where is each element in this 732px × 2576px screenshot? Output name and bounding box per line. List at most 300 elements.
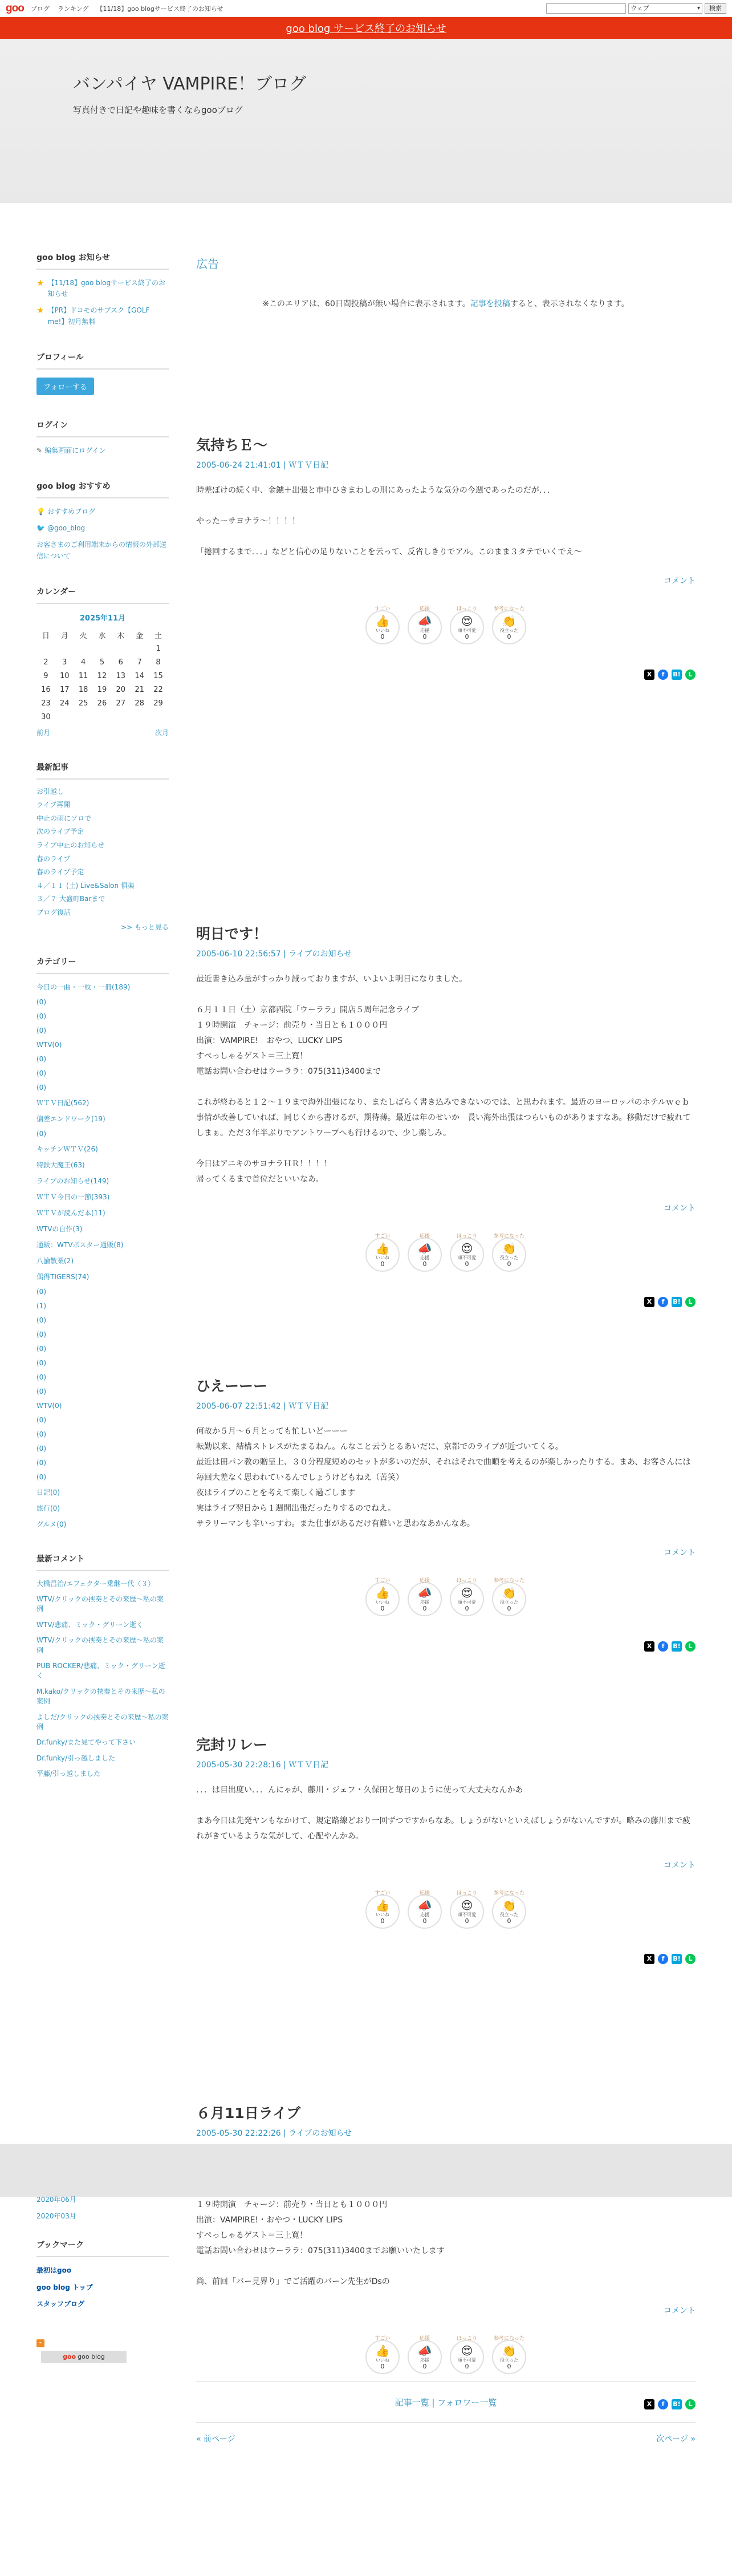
reaction-name: 頑不可愛 [458,1255,476,1260]
reaction-icon: 📣 [417,1241,432,1255]
category-link[interactable]: (0) [36,1083,46,1092]
reaction-name: 頑不可愛 [458,1912,476,1917]
category-link[interactable]: (0) [36,1387,46,1395]
recent-comment-link[interactable]: Dr.funky/また見てやって下さい [36,1738,136,1747]
sidebar-calendar [36,586,169,737]
recent-comment-link[interactable]: WTV/クリックの挟奏とその来歴～私の案例 [36,1595,164,1613]
reaction-buttons [196,1234,696,1272]
sidebar-heading: goo blog お知らせ [36,251,169,270]
calendar-day[interactable]: 22 [153,685,163,695]
blog-article [196,434,696,680]
article-paragraph: １９時開演 チャージ：前売り・当日とも１０００円 [196,1021,388,1030]
service-end-notice [0,17,732,39]
reaction-icon: 👏 [502,1898,517,1912]
category-link[interactable]: (0) [36,997,46,1006]
reaction-caption: ほっこり [456,606,477,612]
sidebar-tail [36,2197,169,2363]
sidebar [36,251,169,1790]
reaction-count: 0 [380,2362,385,2370]
top-link-notice[interactable]: 【11/18】goo blogサービス終了のお知らせ [96,5,223,13]
category-link[interactable]: グルメ(0) [36,1520,67,1528]
calendar-day[interactable]: 14 [135,672,144,681]
comment-link[interactable]: コメント [664,1861,696,1870]
calendar-day [74,642,93,656]
recent-comment-link[interactable]: 平藤/引っ越しました [36,1770,101,1778]
reaction-caption: ほっこり [456,1891,477,1896]
comment-link[interactable]: コメント [664,577,696,586]
article-paragraph: 今日はアニキのサヨナラＨＲ！！！！ [196,1159,332,1169]
calendar-day[interactable]: 8 [156,658,161,667]
reaction-caption: 参考になった [493,1891,524,1896]
recent-article-link[interactable]: ライブ中止のお知らせ [36,841,104,850]
sidebar-profile [36,351,169,395]
reaction-button[interactable] [408,1234,442,1272]
category-link[interactable]: 日記(0) [36,1488,60,1496]
reaction-caption: 参考になった [493,1578,524,1584]
sidebar-news [36,251,169,327]
category-link[interactable]: WTVの自作(3) [36,1224,83,1233]
news-item[interactable]: ★ 【PR】ドコモのサブスク【GOLF me!】初月無料 [36,305,169,327]
reaction-caption: 応援 [419,606,430,612]
recent-comment-link[interactable]: WTV/クリックの挟奏とその来歴～私の案例 [36,1636,164,1654]
category-link[interactable]: (0) [36,1129,46,1138]
category-link[interactable]: (0) [36,1316,46,1324]
category-link[interactable]: (0) [36,1330,46,1338]
recent-comment-link[interactable]: よしだ/クリックの挟奏とその来歴～私の案例 [36,1713,169,1731]
calendar-day[interactable]: 10 [59,672,70,681]
article-body [196,1424,696,1532]
article-title[interactable]: ６月11日ライブ [196,2105,301,2121]
calendar-day[interactable]: 2 [43,658,48,667]
service-end-link[interactable]: goo blog サービス終了のお知らせ [286,23,446,35]
reaction-name: 役立った [500,1599,518,1605]
reaction-caption: 参考になった [493,2336,524,2342]
calendar-day[interactable]: 5 [99,658,105,667]
article-meta[interactable]: 2005-06-10 22:56:57 | ライブのお知らせ [196,950,352,959]
calendar-day[interactable]: 9 [43,672,48,681]
reaction-count: 0 [465,2362,469,2370]
article-paragraph [196,529,696,545]
recent-comment-link[interactable]: WTV/悲痛、ミック・グリーン逝く [36,1620,143,1629]
list-links[interactable]: 記事一覧 | フォロワー一覧 [395,2397,497,2408]
reaction-count: 0 [422,1917,427,1925]
article-title[interactable]: 明日です！ [196,926,268,942]
facebook-share-icon[interactable]: f [658,1641,668,1652]
calendar-next[interactable]: 次月 [154,728,169,737]
archive-link[interactable]: 2020年06月 [36,2196,76,2204]
external-info-link[interactable]: お客さまのご利用端末からの情報の外部送信について [36,541,167,560]
calendar-week [36,670,168,683]
reaction-buttons [196,606,696,644]
article-paragraph: 電話お問い合わせはウーララ：075(311)3400までお願いいたします [196,2246,445,2255]
comment-link[interactable]: コメント [664,1204,696,1213]
reaction-name: 役立った [500,627,518,633]
calendar-weekday: 木 [117,632,125,641]
recent-article-link[interactable]: 次のライブ予定 [36,827,84,836]
share-buttons [196,670,696,680]
article-paragraph: 最近は田パン教の贈呈上、３０分程度短めのセットが多いのだが、それはそれで曲順を考えるのが楽しかったりする。まあ、お客さんには毎回大差なく思われているんでしょうけどもねえ（苦笑） [196,1458,691,1482]
reaction-name: いいね [376,1912,389,1917]
calendar-day[interactable]: 27 [116,699,126,708]
reaction-caption: ほっこり [456,1234,477,1239]
line-share-icon[interactable]: L [685,1641,696,1652]
calendar-day[interactable]: 24 [59,699,70,708]
calendar-week [36,656,168,670]
calendar-day[interactable]: 7 [137,658,142,667]
category-link[interactable]: (0) [36,1344,46,1353]
reaction-button[interactable] [492,2336,526,2374]
reaction-name: いいね [376,1599,389,1605]
blog-header [0,39,732,203]
category-link[interactable]: (0) [36,1012,46,1020]
reaction-button[interactable] [450,1578,484,1616]
search-input[interactable] [546,3,626,14]
line-share-icon[interactable]: L [685,1954,696,1964]
reaction-icon: 😍 [461,614,473,628]
category-link[interactable]: ＷＴＶ日記(562) [36,1098,90,1107]
category-link[interactable]: (0) [36,1415,46,1424]
calendar-day[interactable]: 11 [78,672,88,681]
reaction-caption: 参考になった [493,606,524,612]
calendar-day[interactable]: 17 [59,685,70,695]
calendar-day[interactable]: 28 [135,699,144,708]
ad-note: ※このエリアは、60日間投稿が無い場合に表示されます。記事を投稿すると、表示されなくなります。 [262,299,629,309]
calendar-week [36,697,168,711]
share-buttons [196,1641,696,1652]
category-link[interactable]: 八論散業(2) [36,1256,74,1265]
top-bar [0,0,732,17]
sidebar-heading: 最新コメント [36,1553,169,1571]
divider [196,2422,696,2423]
calendar-day[interactable]: 1 [156,644,161,654]
reaction-button[interactable] [365,2336,400,2374]
calendar-day[interactable]: 26 [97,699,107,708]
recent-comment-link[interactable]: M.kako/クリックの挟奏とその来歴～私の案例 [36,1687,165,1706]
category-link[interactable]: 通販：WTVボスター通販(8) [36,1240,124,1249]
reaction-icon: 😍 [461,2343,473,2358]
top-links [31,4,223,13]
category-link[interactable]: 偶得TIGERS(74) [36,1272,90,1281]
reaction-button[interactable] [492,1891,526,1929]
x-share-icon[interactable]: X [644,1297,654,1307]
article-paragraph [196,1798,696,1814]
calendar-table [36,628,168,724]
goo-blog-badge[interactable]: goo goo blog [41,2351,127,2363]
category-link[interactable]: 旅行(0) [36,1504,60,1512]
line-share-icon[interactable]: L [685,2399,696,2409]
category-link[interactable]: キッチンＷＴＶ(26) [36,1145,98,1153]
reaction-name: 頑不可愛 [458,2357,476,2363]
article-title[interactable]: 気持ちＥ～ [196,437,268,453]
reaction-buttons [196,1578,696,1616]
calendar-day [130,642,149,656]
reaction-count: 0 [465,1917,469,1925]
hatena-share-icon[interactable]: B! [672,1954,682,1964]
facebook-share-icon[interactable]: f [658,1954,668,1964]
reaction-caption: ほっこり [456,2336,477,2342]
category-link[interactable]: (0) [36,1054,46,1063]
calendar-day[interactable]: 16 [41,685,51,695]
rss-icon[interactable]: ⌁ [36,2339,44,2347]
article-body [196,972,696,1187]
reaction-name: 頑不可愛 [458,1599,476,1605]
category-link[interactable]: (0) [36,1358,46,1367]
reaction-caption: ほっこり [456,1578,477,1584]
reaction-count: 0 [465,1260,469,1268]
reaction-button[interactable] [408,2336,442,2374]
facebook-share-icon[interactable]: f [658,1297,668,1307]
recent-article-link[interactable]: 春のライブ [36,854,71,863]
news-item[interactable]: ★ 【11/18】goo blogサービス終了のお知らせ [36,278,169,299]
recommend-blog-link[interactable]: 💡 おすすめブログ [36,507,96,516]
reaction-button[interactable] [365,1234,400,1272]
calendar-day[interactable]: 3 [62,658,67,667]
hatena-share-icon[interactable]: B! [672,670,682,680]
article-paragraph: 出演：VAMPIRE! おやつ、LUCKY LIPS [196,1036,343,1045]
sidebar-heading: ログイン [36,419,169,437]
edit-login-link[interactable]: ✎ 編集画面にログイン [36,446,106,455]
ad-heading: 広告 [196,257,219,271]
category-link[interactable]: (0) [36,1472,46,1481]
goo-logo[interactable]: goo [6,2,24,14]
reaction-count: 0 [465,632,469,640]
article-meta[interactable]: 2005-05-30 22:22:26 | ライブのお知らせ [196,2129,352,2138]
article-body [196,483,696,560]
article-title[interactable]: ひえーーー [196,1378,268,1394]
calendar-day [55,642,74,656]
bookmark-link[interactable]: 最初はgoo [36,2266,72,2275]
reaction-button[interactable] [450,2336,484,2374]
article-meta[interactable]: 2005-06-24 21:41:01 | ＷＴＶ日記 [196,461,329,470]
facebook-share-icon[interactable]: f [658,670,668,680]
article-paragraph: 「捲回するまで．．．」などと信心の足りないことを云って、反省しきりでアル。このまま３タテでいくでえ～ [196,547,582,557]
comment-link[interactable]: コメント [664,2306,696,2315]
reaction-button[interactable] [365,606,400,644]
category-link[interactable]: (0) [36,1287,46,1296]
category-link[interactable]: WTV(0) [36,1401,62,1410]
recent-comment-link[interactable]: PUB ROCKER/悲痛、ミック・グリーン逝く [36,1661,165,1680]
article-meta[interactable]: 2005-06-07 22:51:42 | ＷＴＶ日記 [196,1402,329,1411]
reaction-icon: 👏 [502,1585,517,1600]
calendar-day[interactable]: 19 [97,685,107,695]
reaction-icon: 👍 [375,614,390,628]
x-share-icon[interactable]: X [644,1954,654,1964]
star-icon: ★ [36,305,44,316]
article-paragraph: サラリーマンも辛いっすわ。また仕事があるだけ有難いと思わなあかんなあ。 [196,1519,475,1528]
reaction-icon: 📣 [417,1898,432,1912]
x-share-icon[interactable]: X [644,1641,654,1652]
calendar-day[interactable]: 23 [41,699,51,708]
hatena-share-icon[interactable]: B! [672,2399,682,2409]
reaction-count: 0 [422,632,427,640]
article-paragraph: 夜はライブのことを考えて楽しく過ごします [196,1488,356,1498]
category-link[interactable]: (0) [36,1026,46,1035]
rss-row [36,2338,169,2347]
reaction-count: 0 [465,1604,469,1612]
top-link-blog[interactable]: ブログ [30,5,50,13]
reaction-button[interactable] [492,1234,526,1272]
more-articles-link[interactable]: >> もっと見る [121,923,169,931]
article-paragraph [196,2259,696,2274]
article-paragraph: １９時開演 チャージ：前売り・当日とも１０００円 [196,2200,388,2209]
reaction-button[interactable] [450,606,484,644]
calendar-day[interactable]: 30 [41,713,51,722]
reaction-buttons [196,2336,696,2374]
sidebar-heading: プロフィール [36,351,169,370]
follow-button[interactable]: フォローする [36,378,94,395]
bookmark-link[interactable]: goo blog トップ [36,2283,93,2291]
reaction-caption: すごい [375,2336,391,2342]
reaction-icon: 📣 [417,1585,432,1600]
reaction-name: 応援 [420,1599,429,1605]
calendar-day[interactable]: 6 [118,658,123,667]
category-link[interactable]: 特鉄大魔王(63) [36,1161,85,1169]
recent-article-link[interactable]: 春のライブ予定 [36,868,84,877]
article-paragraph: 出演：VAMPIRE!・おやつ・LUCKY LIPS [196,2216,343,2225]
divider [196,2381,696,2382]
category-link[interactable]: ＷＴＶ今日の一節(393) [36,1192,110,1201]
calendar-day[interactable]: 13 [116,672,126,681]
calendar-prev[interactable]: 前月 [36,728,51,737]
sidebar-login [36,419,169,456]
reaction-count: 0 [507,632,511,640]
sidebar-category [36,956,169,1529]
recent-article-link[interactable]: ライブ再開 [36,801,71,809]
category-link[interactable]: WTV(0) [36,1040,62,1049]
article-paragraph: まあ今日は先発ヤンもなかけて、規定路線どおり一回ずつですからなあ。しょうがないといえばしょうがないんですが。略みの藤川まで疲れがきているような気がして、心配やんかあ。 [196,1816,691,1841]
category-link[interactable]: 今日の一曲・一枚・一冊(189) [36,983,131,991]
x-share-icon[interactable]: X [644,670,654,680]
search-scope-select[interactable]: ウェブ ▾ [628,3,702,14]
sidebar-recommend [36,480,169,562]
reaction-button[interactable] [365,1891,400,1929]
recent-article-link[interactable]: ４／１１ (土) Live&Salon 倶楽 [36,881,135,890]
recent-comment-link[interactable]: 大橋昌治/エフェクター乗継一代（３） [36,1579,155,1588]
blog-article [196,1375,696,1652]
calendar-weekday: 水 [98,632,106,641]
reaction-caption: 応援 [419,2336,430,2342]
calendar-day [55,711,74,724]
post-article-link[interactable]: 記事を投稿 [470,299,510,309]
category-link[interactable]: ライブのお知らせ(149) [36,1177,109,1185]
calendar-weekday-row [36,628,168,642]
blog-title[interactable]: バンパイヤ VAMPIRE！ブログ [73,74,307,94]
article-paragraph [196,498,696,514]
article-title[interactable]: 完封リレー [196,1737,268,1753]
prev-page-link[interactable]: « 前ページ [196,2435,235,2444]
recent-article-link[interactable]: お引越し [36,787,64,796]
reaction-icon: 👍 [375,1585,390,1600]
hatena-share-icon[interactable]: B! [672,1297,682,1307]
article-paragraph [196,1141,696,1157]
archive-link[interactable]: 2020年03月 [36,2212,76,2221]
calendar-day [111,642,130,656]
recent-article-link[interactable]: 中止の雨にソロで [36,814,92,822]
reaction-name: 応援 [420,627,429,633]
article-paragraph: すぺっしゃるゲスト＝三上寛！ [196,1052,308,1061]
category-link[interactable]: (1) [36,1301,46,1310]
reaction-name: 頑不可愛 [458,627,476,633]
category-link[interactable]: (0) [36,1069,46,1077]
calendar-day[interactable]: 20 [116,685,126,695]
comment-link[interactable]: コメント [664,1548,696,1557]
reaction-button[interactable] [408,1891,442,1929]
calendar-day[interactable]: 15 [153,672,163,681]
article-paragraph: ．．．は目出度い．．．んにゃが、藤川・ジェフ・久保田と毎日のように使って大丈夫なんかあ [196,1786,523,1795]
star-icon: ★ [36,278,44,288]
article-meta[interactable]: 2005-05-30 22:28:16 | ＷＴＶ日記 [196,1760,329,1770]
article-paragraph: 実はライブ翌日から１週間出張だったりするのでねえ。 [196,1504,396,1513]
reaction-button[interactable] [408,606,442,644]
calendar-day[interactable]: 12 [97,672,107,681]
share-buttons [196,1954,696,1964]
twitter-link[interactable]: 🐦 @goo_blog [36,524,86,533]
calendar-day[interactable]: 25 [78,699,88,708]
reaction-caption: すごい [375,1234,391,1239]
hatena-share-icon[interactable]: B! [672,1641,682,1652]
reaction-icon: 👏 [502,2343,517,2358]
category-link[interactable]: (0) [36,1430,46,1438]
reaction-button[interactable] [365,1578,400,1616]
category-link[interactable]: 偏差エンドワーク(19) [36,1114,105,1123]
reaction-button[interactable] [450,1234,484,1272]
calendar-day[interactable]: 18 [78,685,88,695]
calendar-day[interactable]: 29 [153,699,163,708]
reaction-caption: すごい [375,606,391,612]
x-share-icon[interactable]: X [644,2399,654,2409]
calendar-day[interactable]: 4 [80,658,86,667]
reaction-button[interactable] [408,1578,442,1616]
article-paragraph: 時差ぼけの続く中、金鑢＋出張と市中ひきまわしの刑にあったような気分の今週であったのだが．．． [196,486,555,495]
reaction-button[interactable] [450,1891,484,1929]
reaction-name: いいね [376,1255,389,1260]
category-link[interactable]: (0) [36,1444,46,1453]
reaction-name: 役立った [500,2357,518,2363]
category-link[interactable]: (0) [36,1373,46,1381]
article-paragraph: ６月１１日（土）京都西院「ウーララ」開店５周年記念ライブ [196,1005,420,1015]
reaction-button[interactable] [492,1578,526,1616]
reaction-name: 役立った [500,1912,518,1917]
reaction-icon: 📣 [417,2343,432,2358]
calendar-month[interactable]: 2025年11月 [79,614,126,623]
reaction-name: 役立った [500,1255,518,1260]
article-paragraph: 最近書き込み量がすっかり減っておりますが、いよいよ明日になりました。 [196,975,467,984]
article-paragraph: これが終わると１２～１９まで海外出張になり、またしばらく書き込みできないのでは、と思われます。最近のヨーロッパのホテルｗｅｂ事情が改善していれば、同じくから書けるが、期待薄。最近は年のせいか 長い海外出張はつらいものがありますなあ。移動だけで疲れてしまぁ。ただ３年半ぶりでアントワープへも行けるので、少し楽しみ。 [196,1098,691,1138]
reaction-icon: 👍 [375,1898,390,1912]
calendar-day[interactable]: 21 [135,685,144,695]
category-link[interactable]: (0) [36,1458,46,1467]
bookmark-link[interactable]: スタッフブログ [36,2299,85,2308]
line-share-icon[interactable]: L [685,1297,696,1307]
reaction-caption: すごい [375,1891,391,1896]
recent-article-link[interactable]: ３／７ 大盛町Barまで [36,895,105,903]
article-paragraph: 転勤以来、結構ストレスがたまるねん。んなこと云うとるあいだに、京都でのライブが近づいてくる。 [196,1442,563,1451]
top-link-ranking[interactable]: ランキング [57,5,89,13]
sidebar-heading: カレンダー [36,586,169,604]
reaction-button[interactable] [492,606,526,644]
search-button[interactable]: 検索 [705,3,726,14]
reaction-count: 0 [380,1604,385,1612]
recent-comment-link[interactable]: Dr.funky/引っ越しました [36,1754,115,1762]
line-share-icon[interactable]: L [685,670,696,680]
recent-article-link[interactable]: ブログ復活 [36,908,71,917]
next-page-link[interactable]: 次ページ » [656,2435,696,2444]
calendar-weekday: 金 [136,632,144,641]
reaction-caption: 参考になった [493,1234,524,1239]
category-link[interactable]: ＷＴＶが読んだ本(11) [36,1208,105,1217]
facebook-share-icon[interactable]: f [658,2399,668,2409]
calendar-day [130,711,149,724]
